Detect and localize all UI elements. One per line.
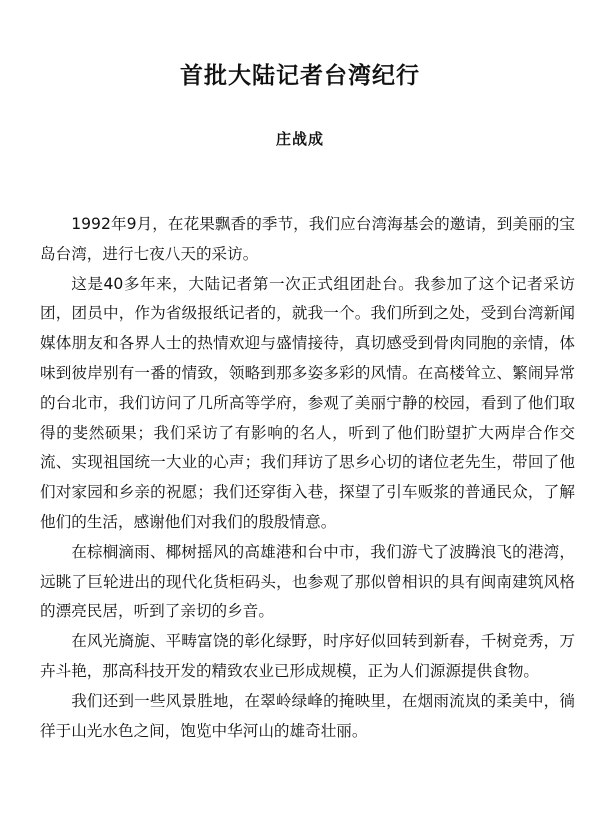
paragraph-5: 我们还到一些风景胜地，在翠岭绿峰的掩映里，在烟雨流岚的柔美中，徜徉于山光水色之间，饱览中华河山的雄奇壮丽。 <box>40 691 575 740</box>
paragraph-2: 这是40多年来，大陆记者第一次正式组团赴台。我参加了这个记者采访团，团员中，作为省级报纸记者的，就我一个。我们所到之处，受到台湾新闻媒体朋友和各界人士的热情欢迎与盛情接待，真切感受到骨肉同胞的亲情，体味到彼岸别有一番的情致，领略到那多姿多彩的风情。在高楼耸立、繁闹异常的台北市，我们访问了几所高等学府，参观了美丽宁静的校园，看到了他们取得的斐然硕果；我们采访了有影响的名人，听到了他们盼望扩大两岸合作交流、实现祖国统一大业的心声；我们拜访了思乡心切的诸位老先生，带回了他们对家园和乡亲的祝愿；我们还穿街入巷，探望了引车贩浆的普通民众，了解他们的生活，感谢他们对我们的殷殷情意。 <box>40 274 575 531</box>
paragraph-1: 1992年9月，在花果飘香的季节，我们应台湾海基会的邀请，到美丽的宝岛台湾，进行七夜八天的采访。 <box>40 215 575 263</box>
article-title: 首批大陆记者台湾纪行 <box>180 62 420 89</box>
author-name: 庄战成 <box>275 130 324 148</box>
paragraph-4: 在风光旖旎、平畴富饶的彰化绿野，时序好似回转到新春，千树竞秀，万卉斗艳，那高科技开发的精致农业已形成规模，正为人们源源提供食物。 <box>40 632 575 680</box>
article-body <box>40 210 575 746</box>
paragraph-3: 在棕榈滴雨、椰树摇风的高雄港和台中市，我们游弋了波腾浪飞的港湾，远眺了巨轮进出的现代化货柜码头，也参观了那似曾相识的具有闽南建筑风格的漂亮民居，听到了亲切的乡音。 <box>40 542 575 621</box>
